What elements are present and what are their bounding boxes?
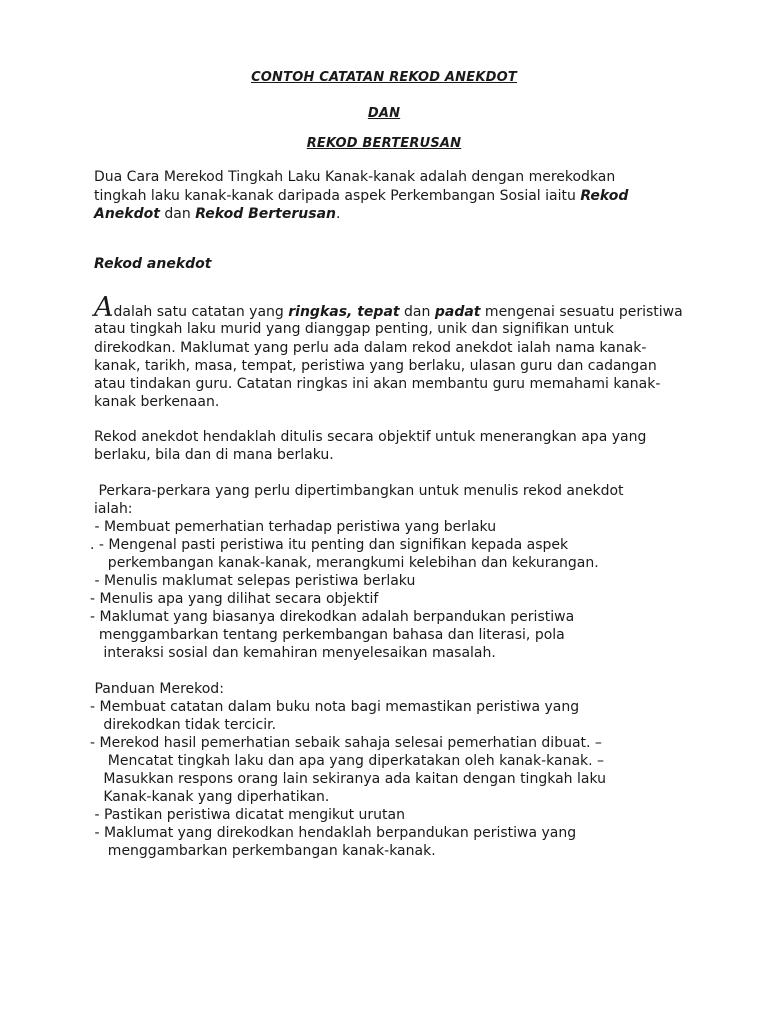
considerations-line-2: ialah: <box>94 501 133 517</box>
guide-line-3: direkodkan tidak tercicir. <box>90 717 277 733</box>
objective-line-2: berlaku, bila dan di mana berlaku. <box>94 447 334 463</box>
considerations-line-10: interaksi sosial dan kemahiran menyelesaikan masalah. <box>90 645 496 661</box>
guide-line-6: Masukkan respons orang lain sekiranya ada kaitan dengan tingkah laku <box>90 771 606 787</box>
guide-line-2: - Membuat catatan dalam buku nota bagi memastikan peristiwa yang <box>90 699 580 715</box>
intro-line-3: Anekdot dan Rekod Berterusan. <box>94 206 341 222</box>
guide-line-7: Kanak-kanak yang diperhatikan. <box>90 789 330 805</box>
guide-line-5: Mencatat tingkah laku dan apa yang diperkatakan oleh kanak-kanak. – <box>90 753 605 769</box>
definition-line-6: kanak berkenaan. <box>94 394 220 410</box>
considerations-line-8: - Maklumat yang biasanya direkodkan adalah berpandukan peristiwa <box>90 609 575 625</box>
intro-line-2: tingkah laku kanak-kanak daripada aspek Perkembangan Sosial iaitu Rekod <box>94 188 629 204</box>
considerations-line-7: - Menulis apa yang dilihat secara objektif <box>90 591 379 607</box>
considerations-line-6: - Menulis maklumat selepas peristiwa berlaku <box>90 573 416 589</box>
guide-line-8: - Pastikan peristiwa dicatat mengikut urutan <box>90 807 405 823</box>
definition-line-5: atau tindakan guru. Catatan ringkas ini akan membantu guru memahami kanak- <box>94 376 661 392</box>
guide-line-1: Panduan Merekod: <box>90 681 224 697</box>
considerations-line-4: . - Mengenal pasti peristiwa itu penting dan signifikan kepada aspek <box>90 537 569 553</box>
title-line-2: DAN <box>367 106 401 121</box>
guide-line-10: menggambarkan perkembangan kanak-kanak. <box>90 843 436 859</box>
considerations-line-1: Perkara-perkara yang perlu dipertimbangkan untuk menulis rekod anekdot <box>94 483 624 499</box>
definition-line-4: kanak, tarikh, masa, tempat, peristiwa yang berlaku, ulasan guru dan cadangan <box>94 358 657 374</box>
intro-line-1: Dua Cara Merekod Tingkah Laku Kanak-kanak adalah dengan merekodkan <box>94 169 616 185</box>
considerations-line-3: - Membuat pemerhatian terhadap peristiwa yang berlaku <box>90 519 497 535</box>
definition-line-1: Adalah satu catatan yang ringkas, tepat dan padat mengenai sesuatu peristiwa <box>94 292 683 323</box>
section-heading: Rekod anekdot <box>94 256 212 272</box>
considerations-line-9: menggambarkan tentang perkembangan bahasa dan literasi, pola <box>90 627 565 643</box>
title-line-1: CONTOH CATATAN REKOD ANEKDOT <box>251 70 517 85</box>
guide-line-4: - Merekod hasil pemerhatian sebaik sahaja selesai pemerhatian dibuat. – <box>90 735 602 751</box>
definition-line-3: direkodkan. Maklumat yang perlu ada dalam rekod anekdot ialah nama kanak- <box>94 340 647 356</box>
considerations-line-5: perkembangan kanak-kanak, merangkumi kelebihan dan kekurangan. <box>90 555 599 571</box>
definition-line-2: atau tingkah laku murid yang dianggap penting, unik dan signifikan untuk <box>94 321 614 337</box>
title-line-3: REKOD BERTERUSAN <box>306 136 462 151</box>
objective-line-1: Rekod anekdot hendaklah ditulis secara objektif untuk menerangkan apa yang <box>94 429 647 445</box>
drop-cap: A <box>94 292 114 323</box>
guide-line-9: - Maklumat yang direkodkan hendaklah berpandukan peristiwa yang <box>90 825 577 841</box>
